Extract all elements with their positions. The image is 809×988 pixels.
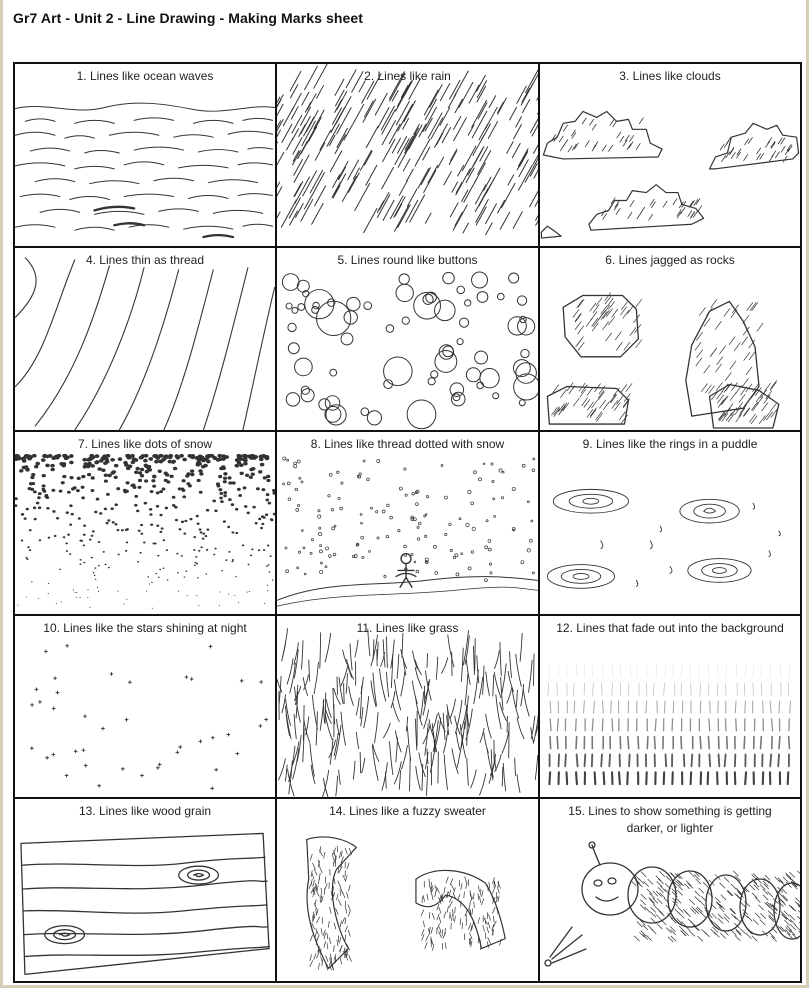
stars-drawing [15, 616, 275, 797]
cell-snow-scene [277, 432, 540, 616]
clouds-drawing [540, 64, 800, 246]
cell-label: 6. Lines jagged as rocks [605, 253, 735, 267]
cell-stars [15, 616, 277, 799]
cell-label: 11. Lines like grass [356, 621, 459, 635]
cell-fuzzy-sweater [277, 799, 540, 981]
puddle-rings-drawing [540, 432, 800, 614]
cell-clouds [540, 64, 800, 248]
rocks-drawing [540, 248, 800, 430]
cell-label: 12. Lines that fade out into the background [556, 621, 784, 635]
cell-wood-grain [15, 799, 277, 981]
cell-label: 8. Lines like thread dotted with snow [310, 437, 505, 451]
cell-label: 3. Lines like clouds [619, 69, 721, 83]
fading-lines-drawing [540, 616, 800, 797]
cell-label: 4. Lines thin as thread [85, 253, 205, 267]
marks-grid [13, 62, 802, 983]
cell-rocks [540, 248, 800, 432]
fuzzy-sweater-drawing [277, 799, 538, 981]
cell-grass [277, 616, 540, 799]
cell-caterpillar [540, 799, 800, 981]
cell-label: 2. Lines like rain [364, 69, 451, 83]
cell-label: 7. Lines like dots of snow [77, 437, 213, 451]
rain-drawing [277, 64, 538, 246]
page-title: Gr7 Art - Unit 2 - Line Drawing - Making Marks sheet [13, 10, 364, 26]
cell-label: 5. Lines round like buttons [337, 253, 478, 267]
cell-ocean-waves [15, 64, 277, 248]
cell-rain [277, 64, 540, 248]
thread-lines-drawing [15, 248, 275, 430]
snow-scene-drawing [277, 432, 538, 614]
grass-drawing [277, 616, 538, 797]
cell-label: 10. Lines like the stars shining at night [43, 621, 247, 635]
wood-grain-drawing [15, 799, 275, 981]
cell-label: 14. Lines like a fuzzy sweater [329, 804, 486, 818]
cell-fade [540, 616, 800, 799]
cell-thread [15, 248, 277, 432]
buttons-circles-drawing [277, 248, 538, 430]
cell-buttons [277, 248, 540, 432]
cell-label: 15. Lines to show something is getting darker, or lighter [568, 804, 772, 835]
ocean-waves-drawing [15, 64, 275, 246]
cell-puddle [540, 432, 800, 616]
cell-label: 1. Lines like ocean waves [76, 69, 214, 83]
cell-label: 13. Lines like wood grain [78, 804, 212, 818]
snow-dots-drawing [15, 432, 275, 614]
cell-label: 9. Lines like the rings in a puddle [582, 437, 758, 451]
cell-snow-dots [15, 432, 277, 616]
